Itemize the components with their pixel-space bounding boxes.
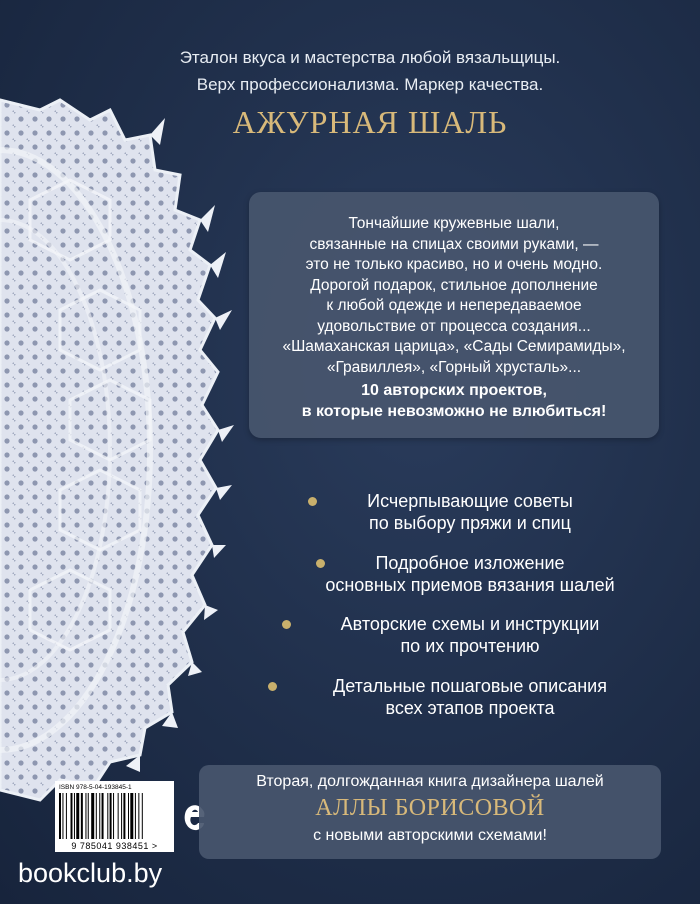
barcode-bar bbox=[71, 793, 73, 839]
bullet-dot bbox=[268, 682, 277, 691]
feature-item bbox=[260, 675, 680, 719]
barcode-bar bbox=[85, 793, 86, 839]
bullet-dot bbox=[308, 497, 317, 506]
feature-line: Авторские схемы и инструкции bbox=[340, 614, 600, 634]
tagline-line-2: Верх профессионализма. Маркер качества. bbox=[196, 75, 544, 94]
projects-highlight bbox=[249, 380, 659, 422]
barcode-bar bbox=[66, 793, 67, 839]
barcode-number: 9 785041 938451 > bbox=[71, 841, 158, 851]
barcode-bar bbox=[96, 793, 97, 839]
barcode-bar bbox=[128, 793, 129, 839]
barcode-bar bbox=[142, 793, 143, 839]
barcode-bar bbox=[123, 793, 125, 839]
barcode-bar bbox=[135, 793, 136, 839]
feature-line: по их прочтению bbox=[400, 636, 540, 656]
tagline-line-1: Эталон вкуса и мастерства любой вязальщицы. bbox=[179, 48, 561, 67]
bullet-dot bbox=[282, 620, 291, 629]
barcode-bars bbox=[59, 793, 170, 839]
bullet-dot bbox=[316, 559, 325, 568]
barcode-bar bbox=[76, 793, 79, 839]
description-line: связанные на спицах своими руками, — bbox=[309, 235, 599, 253]
barcode-bar bbox=[74, 793, 75, 839]
book-title: АЖУРНАЯ ШАЛЬ bbox=[232, 104, 508, 140]
barcode-bar bbox=[59, 793, 61, 839]
feature-line: по выбору пряжи и спиц bbox=[369, 513, 571, 533]
highlight-line: в которые невозможно не влюбиться! bbox=[301, 403, 607, 420]
barcode-bar bbox=[130, 793, 133, 839]
barcode-bar bbox=[113, 793, 114, 839]
isbn-text: ISBN 978-5-04-193845-1 bbox=[59, 784, 132, 791]
description-text bbox=[249, 214, 659, 378]
description-line: это не только красиво, но и очень модно. bbox=[305, 256, 603, 273]
barcode-bar bbox=[81, 793, 83, 839]
feature-line: Исчерпывающие советы bbox=[367, 491, 573, 511]
feature-line: всех этапов проекта bbox=[385, 698, 555, 718]
description-line: Тончайшие кружевные шали, bbox=[348, 215, 560, 232]
highlight-line: 10 авторских проектов, bbox=[361, 382, 547, 399]
feature-item bbox=[260, 552, 680, 596]
feature-line: Подробное изложение bbox=[375, 553, 565, 573]
isbn-barcode bbox=[55, 781, 174, 852]
barcode-bar bbox=[62, 793, 63, 839]
description-line: «Гравиллея», «Горный хрусталь»... bbox=[326, 358, 582, 376]
feature-item bbox=[260, 613, 680, 657]
feature-line: Детальные пошаговые описания bbox=[333, 676, 607, 696]
website-label: bookclub.by bbox=[18, 858, 163, 888]
barcode-bar bbox=[138, 793, 139, 839]
description-line: к любой одежде и непередаваемое bbox=[326, 297, 582, 314]
barcode-bar bbox=[88, 793, 89, 839]
description-line: Дорогой подарок, стильное дополнение bbox=[310, 276, 598, 294]
author-box bbox=[199, 765, 661, 859]
barcode-bar bbox=[99, 793, 100, 839]
barcode-bar bbox=[118, 793, 119, 839]
description-line: удовольствие от процесса создания... bbox=[317, 317, 591, 335]
barcode-bar bbox=[121, 793, 122, 839]
barcode-bar bbox=[102, 793, 104, 839]
author-name: АЛЛЫ БОРИСОВОЙ bbox=[315, 795, 545, 821]
barcode-bar bbox=[91, 793, 94, 839]
barcode-bar bbox=[110, 793, 112, 839]
feature-item bbox=[260, 490, 680, 534]
description-line: «Шамаханская царица», «Сады Семирамиды», bbox=[282, 338, 626, 355]
feature-line: основных приемов вязания шалей bbox=[325, 575, 615, 595]
author-tagline: с новыми авторскими схемами! bbox=[313, 827, 547, 844]
author-intro: Вторая, долгожданная книга дизайнера шалей bbox=[256, 773, 604, 790]
barcode-bar bbox=[107, 793, 108, 839]
